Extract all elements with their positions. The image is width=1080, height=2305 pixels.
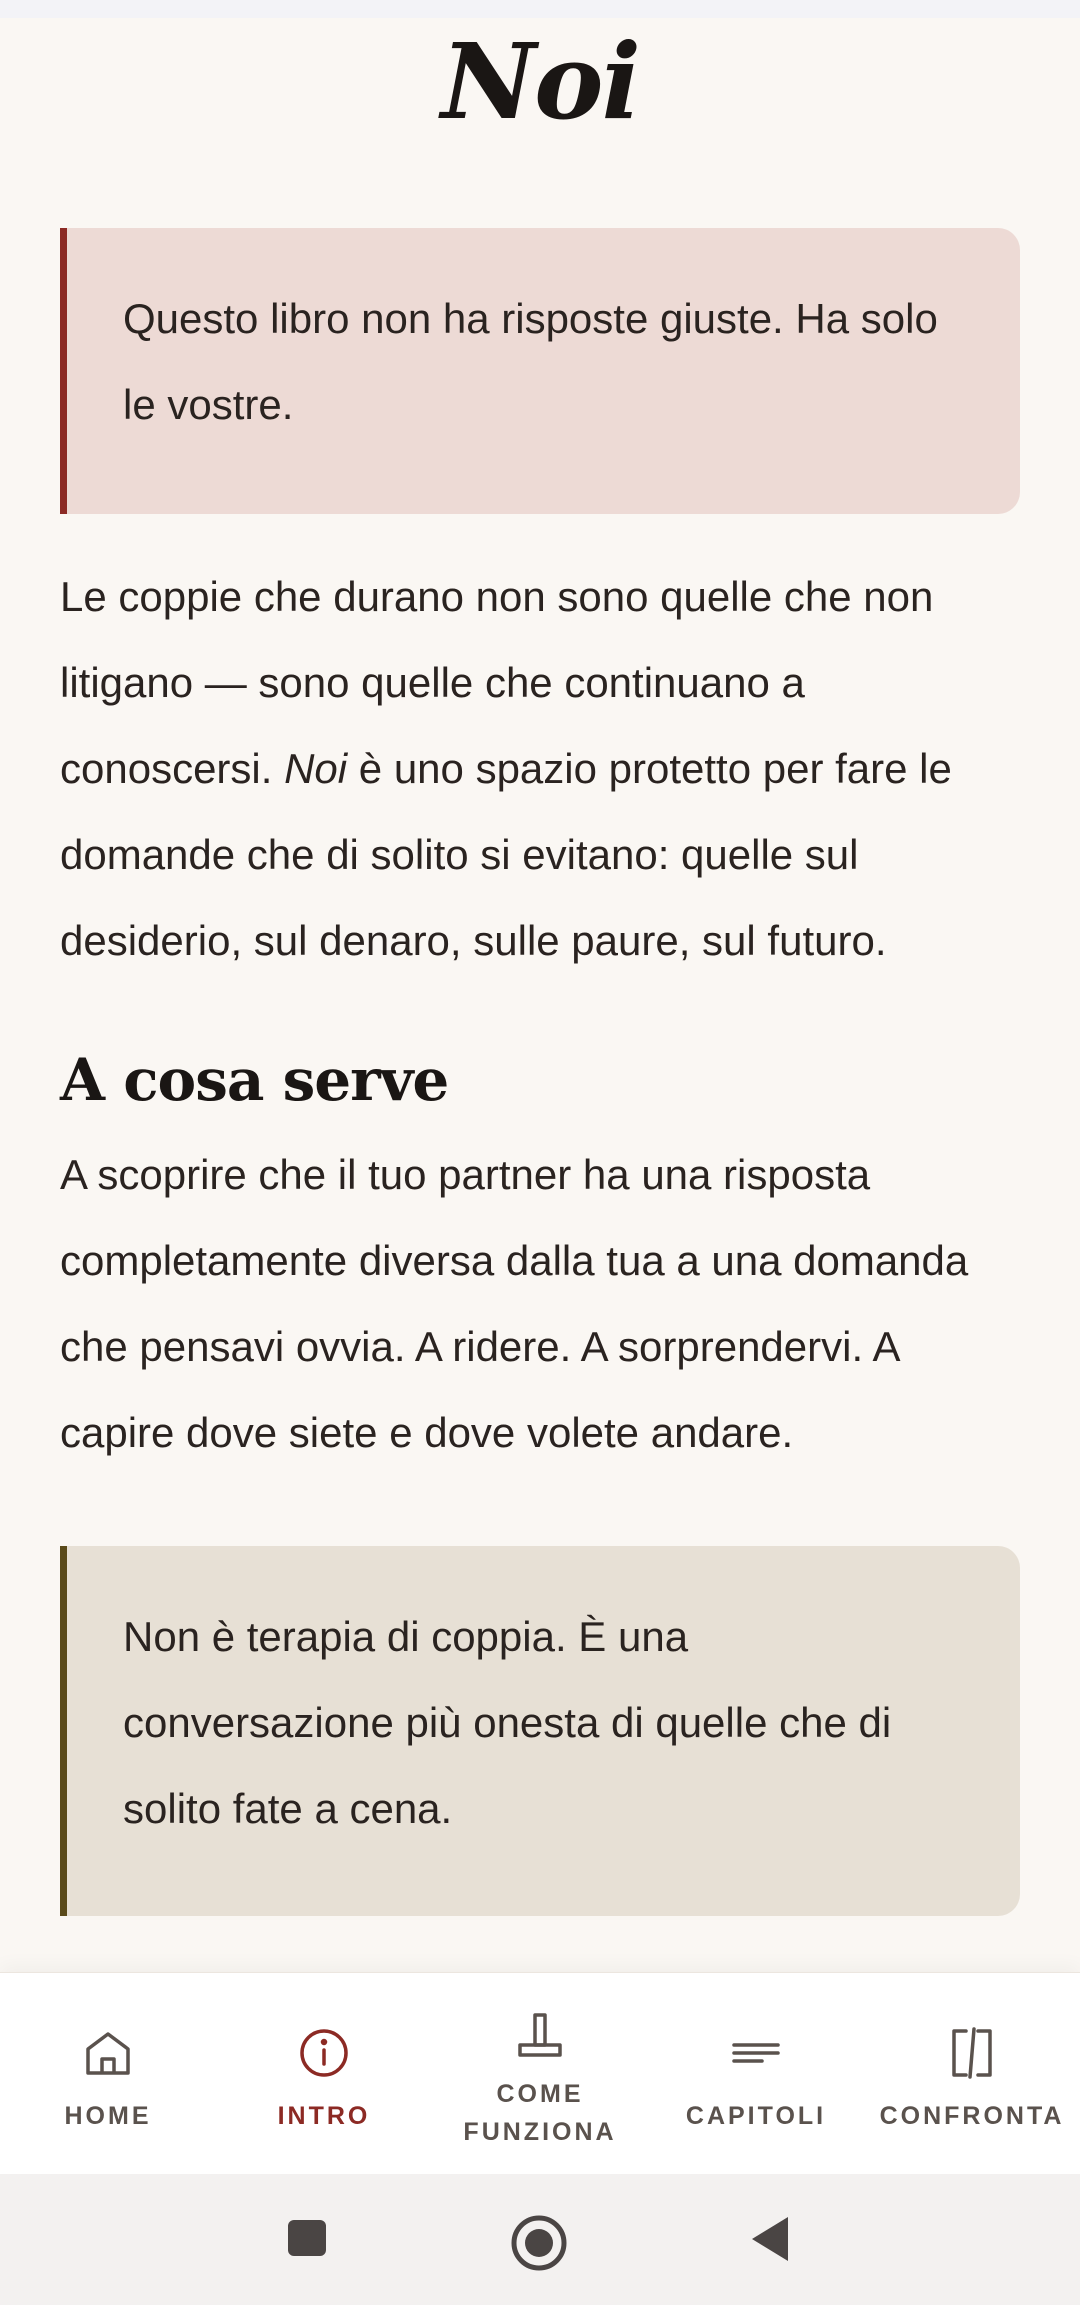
- intro-emphasis: Noi: [284, 745, 348, 792]
- lines-icon: [726, 2023, 786, 2083]
- home-icon: [78, 2023, 138, 2083]
- intro-text-part2: è uno spazio protetto per fare le domande che di solito si evitano: quelle sul desiderio, sul denaro, sulle paure, sul futuro.: [60, 745, 952, 964]
- section-paragraph: A scoprire che il tuo partner ha una risposta completamente diversa dalla tua a una domanda che pensavi ovvia. A ridere. A sorprendervi. A capire dove siete e dove volete andare.: [60, 1151, 969, 1456]
- section-heading: A cosa serve: [60, 1046, 449, 1114]
- nav-label-home: HOME: [64, 2102, 152, 2130]
- intro-paragraph: [60, 554, 1020, 984]
- stamp-icon: [510, 2007, 570, 2067]
- nav-item-intro[interactable]: [216, 1973, 432, 2175]
- nav-item-come-funziona[interactable]: [432, 1973, 648, 2175]
- nav-label-capitoli: CAPITOLI: [685, 2102, 827, 2130]
- nav-item-capitoli[interactable]: [648, 1973, 864, 2175]
- bottom-navigation: [0, 1972, 1080, 2174]
- callout-note-text: Non è terapia di coppia. È una conversazione più onesta di quelle che di solito fate a cena.: [123, 1613, 892, 1832]
- callout-highlight-text: Questo libro non ha risposte giuste. Ha solo le vostre.: [123, 295, 938, 428]
- status-bar-strip: [0, 0, 1080, 18]
- nav-label-confronta: CONFRONTA: [879, 2102, 1065, 2130]
- callout-note: [60, 1546, 1020, 1916]
- compare-icon: [942, 2023, 1002, 2083]
- page-title: Noi: [441, 20, 639, 143]
- info-icon: [294, 2023, 354, 2083]
- intro-text-part1: Le coppie che durano non sono quelle che non litigano — sono quelle che continuano a conoscersi.: [60, 573, 934, 792]
- nav-label-intro: INTRO: [277, 2102, 371, 2130]
- home-circle-icon[interactable]: [510, 2214, 568, 2272]
- recents-square-icon[interactable]: [286, 2214, 330, 2262]
- nav-label-come-funziona: COME FUNZIONA: [463, 2080, 617, 2146]
- main-content: [60, 228, 1020, 1916]
- system-navigation-bar: [0, 2174, 1080, 2305]
- callout-highlight: [60, 228, 1020, 514]
- back-triangle-icon[interactable]: [748, 2214, 792, 2264]
- nav-item-confronta[interactable]: [864, 1973, 1080, 2175]
- nav-item-home[interactable]: [0, 1973, 216, 2175]
